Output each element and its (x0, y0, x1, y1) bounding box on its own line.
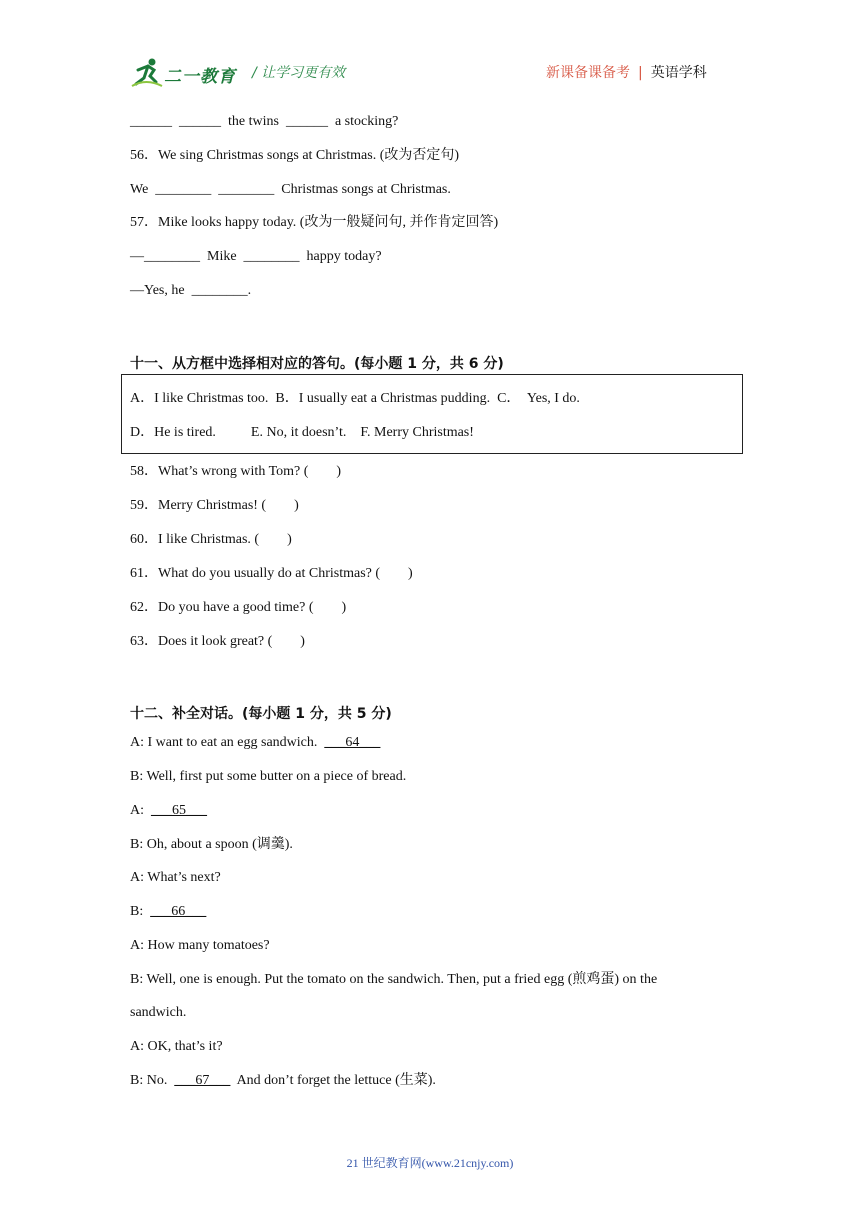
blank-66: ___66___ (150, 904, 207, 919)
dialogue-text: B: Oh, about a spoon (调羹). (130, 837, 293, 852)
page-footer: 21 世纪教育网(www.21cnjy.com) (346, 1156, 514, 1170)
dialogue-text: And don’t forget the lettuce (生菜). (230, 1073, 436, 1088)
question-line: —Yes, he ________. (130, 283, 252, 298)
dialogue-line (130, 1038, 223, 1056)
dialogue-text: B: Well, one is enough. Put the tomato on the sandwich. Then, put a fried egg (煎鸡蛋) on the (130, 972, 658, 987)
question-58: 58．What’s wrong with Tom? ( ) (130, 464, 342, 479)
dialogue-line (130, 1072, 436, 1090)
dialogue-text: A: (130, 803, 151, 818)
question-line: We ________ ________ Christmas songs at Christmas. (130, 182, 451, 197)
question-56: 56．We sing Christmas songs at Christmas. (改为否定句) (130, 148, 460, 163)
blank-67: ___67___ (174, 1073, 231, 1088)
dialogue-text: A: How many tomatoes? (130, 938, 270, 953)
dialogue-line (130, 836, 293, 854)
logo-text: 二一教育 (164, 67, 236, 87)
dialogue-line (130, 937, 270, 955)
section-12-title: 十二、补全对话。(每小题 1 分，共 5 分) (130, 706, 392, 722)
question-63: 63．Does it look great? ( ) (130, 634, 305, 649)
header-subject-name: 英语学科 (650, 65, 707, 81)
header-subject (546, 62, 707, 82)
dialogue-text: A: I want to eat an egg sandwich. (130, 735, 325, 750)
dialogue-line (130, 869, 221, 887)
logo (130, 56, 240, 90)
dialogue-text: B: No. (130, 1073, 175, 1088)
question-57: 57．Mike looks happy today. (改为一般疑问句, 并作肯定回答) (130, 215, 499, 230)
blank-64: ___64___ (324, 735, 381, 750)
dialogue-line (130, 768, 406, 786)
options-line: A．I like Christmas too. B．I usually eat a Christmas pudding. C． Yes, I do. (130, 391, 580, 406)
question-62: 62．Do you have a good time? ( ) (130, 600, 347, 615)
answer-options-box (121, 374, 743, 454)
dialogue-line (130, 971, 657, 989)
dialogue-line (130, 1004, 186, 1022)
dialogue-text: B: (130, 904, 151, 919)
question-line: —________ Mike ________ happy today? (130, 249, 382, 264)
question-61: 61．What do you usually do at Christmas? ( ) (130, 566, 413, 581)
dialogue-text: A: What’s next? (130, 870, 221, 885)
header-course: 新课备课备考 (546, 65, 630, 81)
page-header (130, 52, 730, 92)
question-line: ______ ______ the twins ______ a stocking? (130, 114, 399, 129)
blank-65: ___65___ (151, 803, 207, 818)
dialogue-text: sandwich. (130, 1005, 187, 1020)
header-separator: | (638, 65, 643, 81)
question-60: 60．I like Christmas. ( ) (130, 532, 292, 547)
dialogue-text: A: OK, that’s it? (130, 1039, 223, 1054)
question-59: 59．Merry Christmas! ( ) (130, 498, 299, 513)
section-11-title: 十一、从方框中选择相对应的答句。(每小题 1 分，共 6 分) (130, 356, 504, 372)
dialogue-line (130, 734, 380, 752)
runner-logo-icon (130, 56, 164, 90)
dialogue-text: B: Well, first put some butter on a piece of bread. (130, 769, 407, 784)
header-slogan: / 让学习更有效 (252, 65, 346, 81)
dialogue-line (130, 903, 206, 921)
options-line: D．He is tired. E. No, it doesn’t. F. Merry Christmas! (130, 425, 474, 440)
dialogue-line (130, 802, 207, 820)
